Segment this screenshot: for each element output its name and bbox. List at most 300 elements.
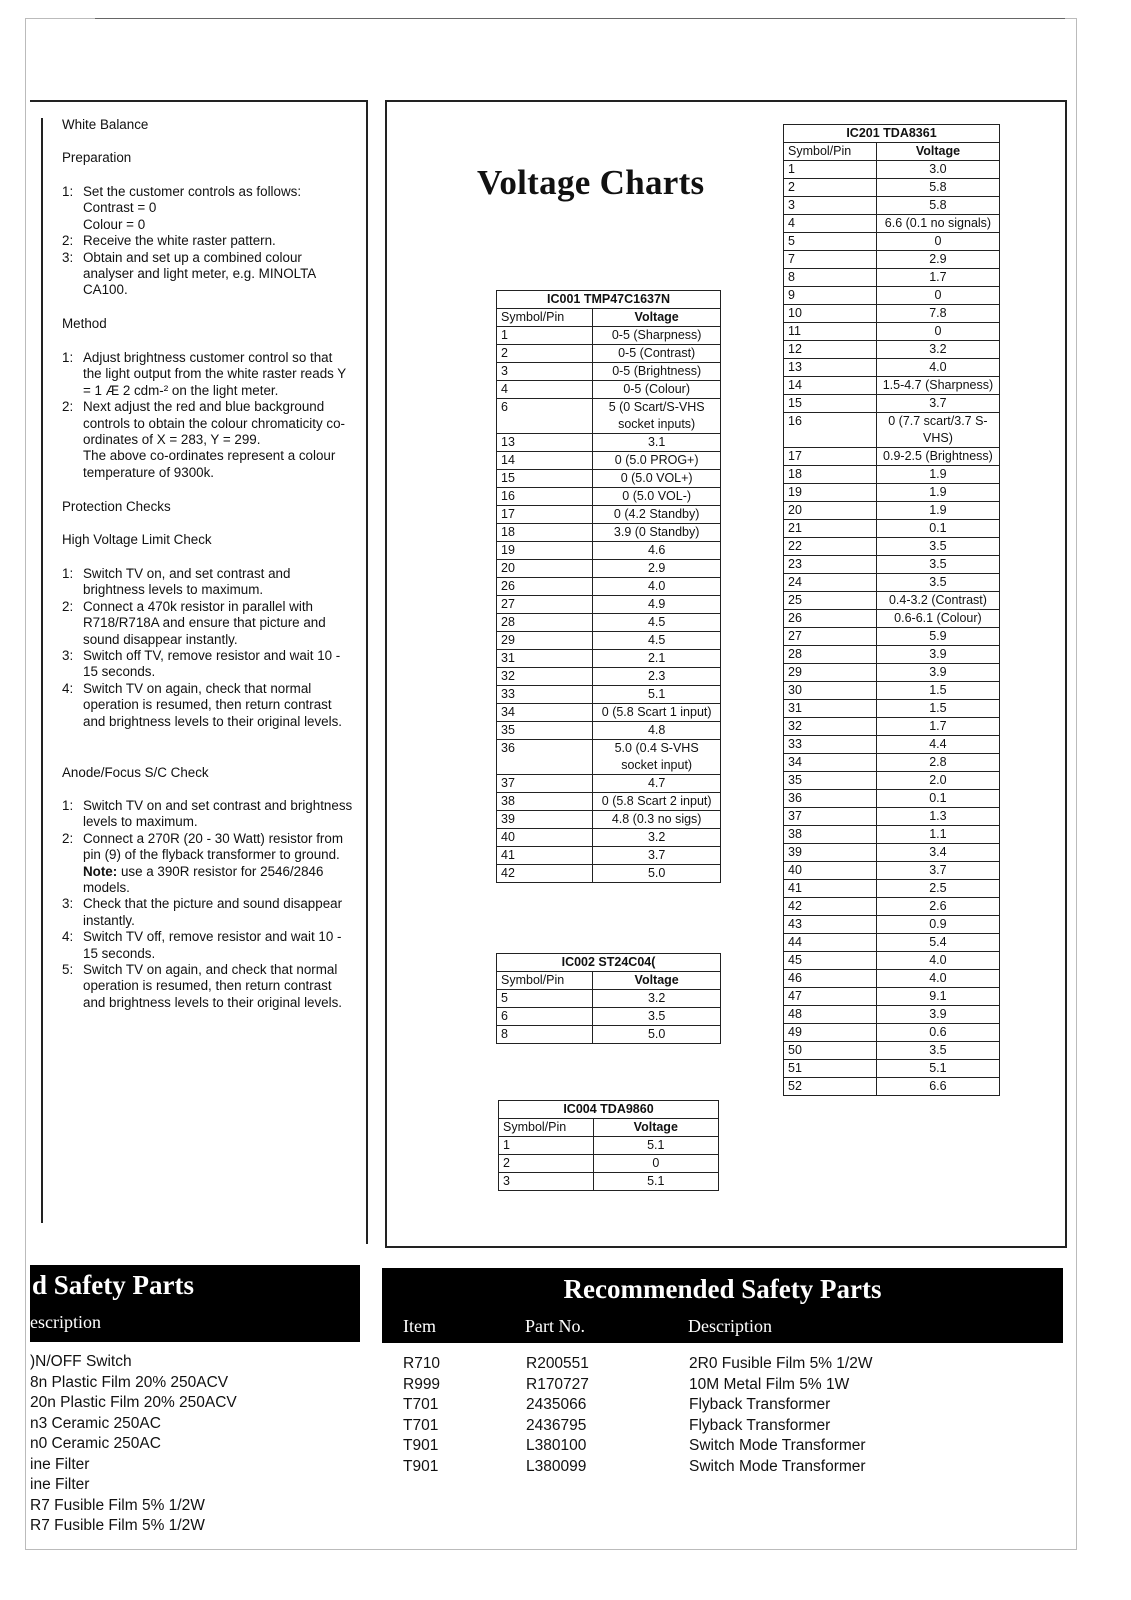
list-item [62, 350, 354, 399]
table-row [784, 1024, 1000, 1042]
item-number: 4: [62, 929, 74, 945]
table-row [497, 596, 721, 614]
voltage-cell: 0.1 [876, 520, 999, 538]
pin-cell: 8 [497, 1026, 593, 1044]
part-row [403, 1375, 872, 1396]
table-row [784, 520, 1000, 538]
voltage-cell: 0 [593, 1155, 718, 1173]
voltage-cell: 5 (0 Scart/S-VHS socket inputs) [593, 399, 721, 434]
part-description: n0 Ceramic 250AC [30, 1435, 161, 1452]
pin-cell: 3 [784, 197, 877, 215]
table-row [784, 718, 1000, 736]
table-caption: IC201 TDA8361 [784, 125, 1000, 143]
pin-cell: 13 [784, 359, 877, 377]
pin-cell: 11 [784, 323, 877, 341]
voltage-cell: 6.6 [876, 1078, 999, 1096]
pin-cell: 5 [497, 990, 593, 1008]
table-row [784, 592, 1000, 610]
item-text-block [83, 929, 354, 962]
page-title: Voltage Charts [477, 163, 705, 202]
table-row [497, 704, 721, 722]
voltage-cell: 3.9 [876, 646, 999, 664]
pin-cell: 26 [497, 578, 593, 596]
table-row [784, 233, 1000, 251]
table-caption-row [497, 291, 721, 309]
voltage-cell: 1.9 [876, 484, 999, 502]
voltage-cell: 0 (5.0 VOL+) [593, 470, 721, 488]
part-row [403, 1416, 872, 1437]
pin-cell: 14 [497, 452, 593, 470]
pin-cell: 12 [784, 341, 877, 359]
voltage-cell: 0 (5.8 Scart 1 input) [593, 704, 721, 722]
list-item [62, 184, 354, 233]
heading-anode-focus-check: Anode/Focus S/C Check [62, 765, 209, 780]
table-row [497, 614, 721, 632]
item-number: 1: [62, 798, 74, 813]
pin-cell: 25 [784, 592, 877, 610]
table-row [497, 399, 721, 434]
col-symbol-pin: Symbol/Pin [499, 1119, 594, 1137]
voltage-cell: 3.9 [876, 1006, 999, 1024]
pin-cell: 30 [784, 682, 877, 700]
pin-cell: 14 [784, 377, 877, 395]
pin-cell: 23 [784, 556, 877, 574]
table-row [784, 664, 1000, 682]
list-item [62, 831, 354, 897]
table-row [784, 1006, 1000, 1024]
item-subline: Colour = 0 [83, 216, 146, 232]
pin-cell: 16 [497, 488, 593, 506]
table-row [497, 542, 721, 560]
item-text: Check that the picture and sound disappear instantly. [83, 896, 343, 928]
safety-parts-title-left: d Safety Parts [32, 1270, 194, 1300]
col-description-left: escription [30, 1312, 101, 1332]
pin-cell: 15 [497, 470, 593, 488]
pin-cell: 19 [784, 484, 877, 502]
anode-focus-list [62, 798, 354, 1011]
part-description: Switch Mode Transformer [689, 1437, 866, 1454]
pin-cell: 35 [784, 772, 877, 790]
voltage-cell: 3.7 [876, 862, 999, 880]
pin-cell: 42 [497, 865, 593, 883]
pin-cell: 7 [784, 251, 877, 269]
pin-cell: 3 [497, 363, 593, 381]
item-number: 1: [62, 184, 74, 199]
voltage-cell: 0 (5.8 Scart 2 input) [593, 793, 721, 811]
pin-cell: 37 [784, 808, 877, 826]
voltage-cell: 1.7 [876, 718, 999, 736]
item-text: Switch TV on and set contrast and brightness levels to maximum. [83, 798, 353, 830]
item-text-block [83, 648, 354, 681]
voltage-cell: 0.6-6.1 (Colour) [876, 610, 999, 628]
part-row [403, 1395, 872, 1416]
pin-cell: 36 [784, 790, 877, 808]
table-row [784, 484, 1000, 502]
voltage-cell: 0-5 (Sharpness) [593, 327, 721, 345]
table-row [784, 359, 1000, 377]
heading-preparation: Preparation [62, 150, 132, 165]
table-row [784, 377, 1000, 395]
part-number: L380099 [526, 1457, 587, 1475]
part-description: ine Filter [30, 1455, 90, 1473]
table-ic004 [498, 1100, 719, 1191]
voltage-cell: 0 [876, 233, 999, 251]
voltage-cell: 5.1 [593, 686, 721, 704]
pin-cell: 52 [784, 1078, 877, 1096]
table-row [497, 578, 721, 596]
safety-parts-header-left [30, 1265, 360, 1342]
part-description: 10M Metal Film 5% 1W [689, 1375, 850, 1393]
voltage-cell: 4.0 [593, 578, 721, 596]
part-description: ine Filter [30, 1476, 90, 1493]
voltage-cell: 4.5 [593, 632, 721, 650]
voltage-cell: 4.8 (0.3 no sigs) [593, 811, 721, 829]
list-item [62, 929, 354, 962]
pin-cell: 3 [499, 1173, 594, 1191]
voltage-cell: 0-5 (Colour) [593, 381, 721, 399]
part-description: Switch Mode Transformer [689, 1457, 866, 1475]
pin-cell: 34 [784, 754, 877, 772]
table-caption-row [499, 1101, 719, 1119]
col-voltage: Voltage [593, 972, 721, 990]
col-voltage: Voltage [876, 143, 999, 161]
item-text: Receive the white raster pattern. [83, 233, 276, 249]
voltage-cell: 4.5 [593, 614, 721, 632]
voltage-cell: 7.8 [876, 305, 999, 323]
voltage-cell: 3.2 [593, 990, 721, 1008]
safety-parts-title: Recommended Safety Parts [563, 1274, 882, 1304]
table-ic001 [496, 290, 721, 883]
table-row [497, 327, 721, 345]
pin-cell: 31 [784, 700, 877, 718]
voltage-cell: 0 (5.0 VOL-) [593, 488, 721, 506]
item-number: 2: [62, 598, 74, 614]
part-row [403, 1457, 872, 1478]
pin-cell: 5 [784, 233, 877, 251]
table-row [784, 934, 1000, 952]
voltage-cell: 4.7 [593, 775, 721, 793]
pin-cell: 40 [497, 829, 593, 847]
voltage-cell: 3.0 [876, 161, 999, 179]
pin-cell: 34 [497, 704, 593, 722]
table-row [784, 1060, 1000, 1078]
item-text-block [83, 399, 354, 481]
part-number: 2435066 [526, 1396, 587, 1413]
voltage-cell: 3.5 [876, 574, 999, 592]
pin-cell: 16 [784, 413, 877, 448]
pin-cell: 40 [784, 862, 877, 880]
pin-cell: 43 [784, 916, 877, 934]
table-row [784, 197, 1000, 215]
item-number: 3: [62, 896, 74, 912]
list-item [62, 399, 354, 481]
table-row [784, 161, 1000, 179]
table-row [784, 215, 1000, 233]
voltage-cell: 1.5 [876, 682, 999, 700]
list-item [62, 798, 354, 831]
pin-cell: 44 [784, 934, 877, 952]
item-text-block [83, 250, 354, 299]
voltage-cell: 3.5 [876, 556, 999, 574]
table-caption: IC002 ST24C04( [497, 954, 721, 972]
table-header-row [497, 972, 721, 990]
table-row [784, 574, 1000, 592]
item-number: 2: [62, 399, 74, 415]
safety-parts-list [403, 1354, 872, 1477]
preparation-list [62, 184, 354, 299]
pin-cell: 38 [784, 826, 877, 844]
table-row [784, 952, 1000, 970]
item-text: Obtain and set up a combined colour analyser and light meter, e.g. MINOLTA CA100. [83, 249, 316, 298]
table-row [497, 740, 721, 775]
table-row [497, 524, 721, 542]
voltage-cell: 0 (4.2 Standby) [593, 506, 721, 524]
voltage-cell: 5.1 [876, 1060, 999, 1078]
item-number: 3: [62, 648, 74, 664]
voltage-cell: 2.5 [876, 880, 999, 898]
table-row [784, 395, 1000, 413]
table-row [784, 448, 1000, 466]
pin-cell: 48 [784, 1006, 877, 1024]
table-caption-row [497, 954, 721, 972]
item-text: Switch TV on again, and check that normal operation is resumed, then return contrast and brightness levels to their original levels. [83, 962, 343, 1010]
pin-cell: 10 [784, 305, 877, 323]
voltage-cell: 3.2 [876, 341, 999, 359]
table-row [497, 363, 721, 381]
voltage-cell: 4.8 [593, 722, 721, 740]
pin-cell: 42 [784, 898, 877, 916]
voltage-cell: 1.9 [876, 502, 999, 520]
item-number: 4: [62, 680, 74, 696]
pin-cell: 39 [784, 844, 877, 862]
table-row [784, 502, 1000, 520]
pin-cell: 19 [497, 542, 593, 560]
table-row [784, 251, 1000, 269]
col-item: Item [403, 1316, 436, 1336]
part-item: R999 [403, 1375, 441, 1393]
voltage-cell: 1.5 [876, 700, 999, 718]
table-row [784, 880, 1000, 898]
pin-cell: 18 [784, 466, 877, 484]
table-row [784, 916, 1000, 934]
pin-cell: 1 [784, 161, 877, 179]
item-text-block [83, 350, 354, 399]
pin-cell: 35 [497, 722, 593, 740]
pin-cell: 17 [497, 506, 593, 524]
heading-method: Method [62, 316, 107, 331]
pin-cell: 26 [784, 610, 877, 628]
table-row [497, 632, 721, 650]
pin-cell: 28 [784, 646, 877, 664]
voltage-cell: 2.9 [593, 560, 721, 578]
voltage-cell: 5.8 [876, 179, 999, 197]
safety-parts-header [382, 1268, 1063, 1343]
item-number: 2: [62, 830, 74, 846]
heading-protection-checks: Protection Checks [62, 499, 171, 514]
pin-cell: 33 [497, 686, 593, 704]
voltage-cell: 2.6 [876, 898, 999, 916]
table-row [784, 826, 1000, 844]
pin-cell: 39 [497, 811, 593, 829]
item-note [83, 864, 354, 897]
part-number: L380100 [526, 1437, 587, 1454]
table-row [784, 844, 1000, 862]
voltage-cell: 4.0 [876, 970, 999, 988]
table-row [497, 506, 721, 524]
safety-parts-list-left [30, 1352, 237, 1537]
voltage-cell: 5.4 [876, 934, 999, 952]
pin-cell: 20 [784, 502, 877, 520]
table-row [784, 988, 1000, 1006]
table-row [784, 808, 1000, 826]
table-row [497, 686, 721, 704]
item-text-block [83, 599, 354, 648]
list-item [62, 681, 354, 730]
table-row [784, 323, 1000, 341]
part-item: T901 [403, 1457, 439, 1475]
table-row [784, 898, 1000, 916]
pin-cell: 38 [497, 793, 593, 811]
part-description: 20n Plastic Film 20% 250ACV [30, 1394, 237, 1411]
part-item: R710 [403, 1355, 441, 1372]
col-symbol-pin: Symbol/Pin [497, 309, 593, 327]
item-text-block [83, 681, 354, 730]
item-text: Switch TV on again, check that normal operation is resumed, then return contrast and brightness levels to their original levels. [83, 680, 343, 729]
pin-cell: 37 [497, 775, 593, 793]
table-row [784, 269, 1000, 287]
table-row [784, 556, 1000, 574]
pin-cell: 36 [497, 740, 593, 775]
pin-cell: 22 [784, 538, 877, 556]
voltage-cell: 2.9 [876, 251, 999, 269]
voltage-cell: 1.7 [876, 269, 999, 287]
voltage-cell: 0.9 [876, 916, 999, 934]
heading-high-voltage-check: High Voltage Limit Check [62, 532, 212, 547]
voltage-cell: 3.5 [876, 1042, 999, 1060]
table-caption: IC004 TDA9860 [499, 1101, 719, 1119]
item-text-block [83, 233, 354, 249]
voltage-cell: 2.1 [593, 650, 721, 668]
part-description: 2R0 Fusible Film 5% 1/2W [689, 1355, 873, 1372]
table-row [784, 1078, 1000, 1096]
voltage-cell: 3.4 [876, 844, 999, 862]
voltage-cell: 5.0 [593, 865, 721, 883]
list-item [62, 648, 354, 681]
voltage-cell: 5.9 [876, 628, 999, 646]
table-row [784, 1042, 1000, 1060]
voltage-cell: 0.4-3.2 (Contrast) [876, 592, 999, 610]
voltage-cell: 5.1 [593, 1137, 718, 1155]
col-part-no: Part No. [525, 1316, 585, 1336]
voltage-cell: 0.6 [876, 1024, 999, 1042]
item-number: 5: [62, 962, 74, 978]
part-item: T701 [403, 1396, 439, 1413]
voltage-cell: 3.5 [876, 538, 999, 556]
pin-cell: 4 [497, 381, 593, 399]
part-description: Flyback Transformer [689, 1396, 831, 1413]
table-row [497, 452, 721, 470]
table-row [784, 466, 1000, 484]
voltage-cell: 6.6 (0.1 no signals) [876, 215, 999, 233]
table-row [784, 970, 1000, 988]
item-text: Connect a 470k resistor in parallel with R718/R718A and ensure that picture and sound disappear instantly. [83, 598, 326, 647]
part-number: R170727 [526, 1375, 589, 1393]
item-number: 1: [62, 350, 74, 365]
voltage-cell: 0 [876, 323, 999, 341]
table-row [784, 413, 1000, 448]
table-row [784, 305, 1000, 323]
table-row [784, 736, 1000, 754]
voltage-cell: 3.7 [593, 847, 721, 865]
pin-cell: 41 [784, 880, 877, 898]
item-subline: Contrast = 0 [83, 200, 157, 216]
item-text-block [83, 184, 354, 233]
part-description: Flyback Transformer [689, 1416, 831, 1434]
method-list [62, 350, 354, 481]
part-row [403, 1354, 872, 1375]
item-number: 1: [62, 566, 74, 581]
voltage-cell: 0-5 (Brightness) [593, 363, 721, 381]
note-text: use a 390R resistor for 2546/2846 models. [83, 863, 324, 896]
pin-cell: 32 [784, 718, 877, 736]
table-row [497, 381, 721, 399]
voltage-cell: 3.1 [593, 434, 721, 452]
table-row [784, 700, 1000, 718]
voltage-cell: 4.6 [593, 542, 721, 560]
part-description: n3 Ceramic 250AC [30, 1414, 161, 1432]
list-item [62, 233, 354, 249]
table-row [784, 790, 1000, 808]
high-voltage-list [62, 566, 354, 730]
pin-cell: 29 [784, 664, 877, 682]
voltage-cell: 5.8 [876, 197, 999, 215]
list-item [62, 962, 354, 1011]
pin-cell: 46 [784, 970, 877, 988]
table-row [499, 1137, 719, 1155]
pin-cell: 31 [497, 650, 593, 668]
pin-cell: 18 [497, 524, 593, 542]
col-symbol-pin: Symbol/Pin [784, 143, 877, 161]
col-voltage: Voltage [593, 309, 721, 327]
voltage-cell: 0-5 (Contrast) [593, 345, 721, 363]
part-description: 8n Plastic Film 20% 250ACV [30, 1373, 229, 1391]
table-row [497, 1008, 721, 1026]
pin-cell: 1 [499, 1137, 594, 1155]
voltage-cell: 3.5 [593, 1008, 721, 1026]
voltage-cell: 0.9-2.5 (Brightness) [876, 448, 999, 466]
pin-cell: 49 [784, 1024, 877, 1042]
top-rule [95, 18, 1065, 19]
voltage-cell: 0 (5.0 PROG+) [593, 452, 721, 470]
table-row [497, 560, 721, 578]
part-item: T701 [403, 1416, 439, 1434]
table-row [784, 287, 1000, 305]
pin-cell: 9 [784, 287, 877, 305]
note-label: Note: [83, 863, 118, 879]
voltage-cell: 3.9 [876, 664, 999, 682]
table-header-row [499, 1119, 719, 1137]
voltage-cell: 3.9 (0 Standby) [593, 524, 721, 542]
col-voltage: Voltage [593, 1119, 718, 1137]
item-text: Switch TV on, and set contrast and brightness levels to maximum. [83, 566, 291, 598]
table-row [497, 1026, 721, 1044]
pin-cell: 33 [784, 736, 877, 754]
voltage-cell: 4.0 [876, 952, 999, 970]
table-row [784, 179, 1000, 197]
pin-cell: 2 [497, 345, 593, 363]
pin-cell: 20 [497, 560, 593, 578]
table-caption-row [784, 125, 1000, 143]
